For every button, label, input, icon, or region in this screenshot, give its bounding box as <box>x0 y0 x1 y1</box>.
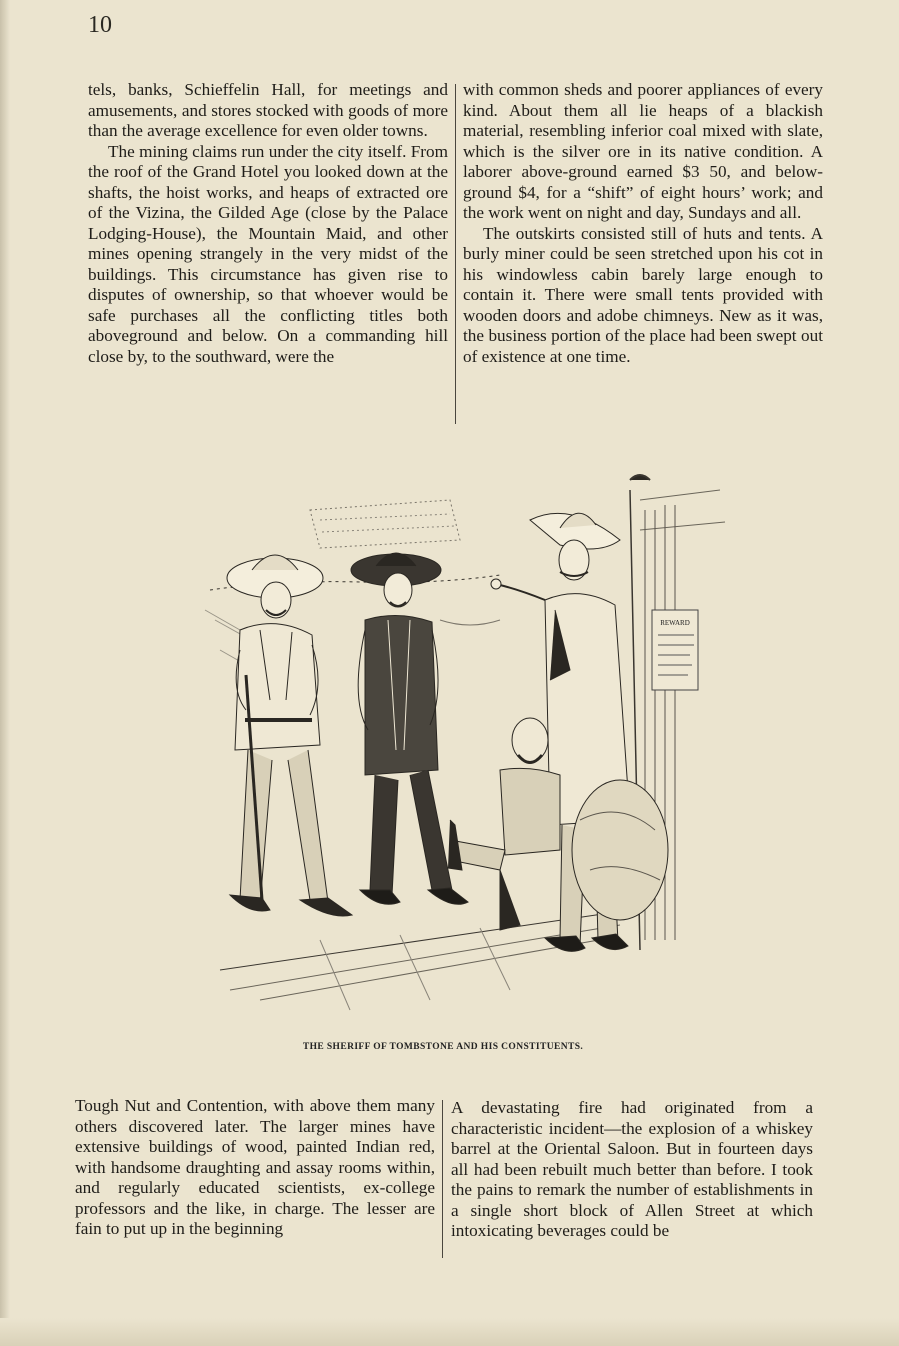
paragraph: A devastating fire had originated from a characteristic incident—the explosion of a whiskey barrel at the Oriental Saloon. But in fourteen days all had been rebuilt much better than before. I took the pains to remark the number of establishments in a single short block of Allen Street at which intoxicating beverages could be <box>451 1098 813 1240</box>
paragraph: tels, banks, Schieffelin Hall, for meetings and amusements, and stores stocked with goods of more than the average excellence for even older towns. <box>88 80 448 140</box>
reward-sign-text: REWARD <box>660 619 690 627</box>
paragraph: The mining claims run under the city itself. From the roof of the Grand Hotel you looked down at the shafts, the hoist works, and heaps of extracted ore of the Vizina, the Gilded Age (close by the Palace Lodging-House), the Mountain Maid, and other mines opening strangely in the very midst of the buildings. This circumstance has given rise to disputes of ownership, so that whoever would be safe purchases all the conflicting titles both aboveground and below. On a commanding hill close by, to the southward, were the <box>88 141 448 366</box>
text-column-top-left <box>88 80 448 367</box>
paragraph: The outskirts consisted still of huts and tents. A burly miner could be seen stretched upon his cot in his windowless cabin barely large enough to contain it. There were small tents provided with wooden doors and adobe chimneys. New as it was, the business portion of the place had been swept out of existence at one time. <box>463 223 823 366</box>
page-edge-shadow <box>0 0 10 1346</box>
paragraph: with common sheds and poorer appliances of every kind. About them all lie heaps of a blackish material, resembling inferior coal mixed with slate, which is the silver ore in its native condition. A laborer above-ground earned $3 50, and below-ground $4, for a “shift” of eight hours’ work; and the work went on night and day, Sundays and all. <box>463 80 823 222</box>
text-column-bottom-right <box>451 1098 813 1242</box>
illustration-caption: THE SHERIFF OF TOMBSTONE AND HIS CONSTITUENTS. <box>302 1042 584 1052</box>
text-column-bottom-left <box>75 1096 435 1240</box>
sheriff-illustration <box>200 470 730 1030</box>
column-divider <box>442 1100 443 1258</box>
column-divider <box>455 84 456 424</box>
page-bottom-shade <box>0 1318 899 1346</box>
figure-left-man <box>227 555 352 916</box>
paragraph: Tough Nut and Contention, with above them many others discovered later. The larger mines have extensive buildings of wood, painted Indian red, with handsome draughting and assay rooms within, and regularly educated scientists, ex-college professors and the like, in charge. The lesser are fain to put up in the beginning <box>75 1096 435 1238</box>
text-column-top-right <box>463 80 823 367</box>
page-number: 10 <box>88 12 112 38</box>
